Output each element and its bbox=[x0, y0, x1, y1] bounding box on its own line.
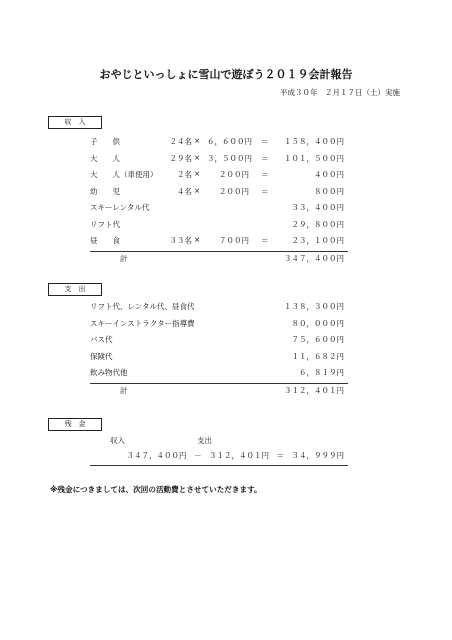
income-total-row bbox=[90, 253, 344, 265]
income-item-operator: × bbox=[194, 136, 201, 145]
income-section-label: 収 入 bbox=[48, 116, 102, 129]
expense-row bbox=[90, 351, 344, 363]
expense-total-divider bbox=[90, 383, 348, 384]
income-item-equals: ＝ bbox=[261, 170, 269, 179]
expense-row bbox=[90, 367, 344, 379]
income-row bbox=[90, 219, 344, 231]
expense-total-row bbox=[90, 385, 344, 397]
balance-note: ※残金につきましては、次回の活動費とさせていただきます。 bbox=[50, 485, 262, 494]
income-item-count: ４名 bbox=[177, 186, 192, 196]
report-title: おやじといっしょに雪山で遊ぼう２０１９会計報告 bbox=[99, 68, 353, 81]
expense-section-label: 支 出 bbox=[48, 283, 102, 296]
income-item-unit-price: ２００円 bbox=[219, 170, 249, 179]
income-item-count: ２９名 bbox=[169, 153, 192, 163]
expense-row bbox=[90, 318, 344, 330]
balance-income-heading: 収入 bbox=[110, 436, 125, 445]
expense-total-amount: ３１２，４０１円 bbox=[284, 386, 344, 395]
income-row bbox=[90, 169, 344, 181]
expense-row bbox=[90, 301, 344, 313]
income-total-divider bbox=[90, 251, 348, 252]
income-item-label: スキーレンタル代 bbox=[90, 203, 150, 212]
income-item-amount: ８００円 bbox=[314, 186, 344, 196]
income-total-label: 計 bbox=[120, 254, 128, 263]
balance-equation: ３４７，４００円 － ３１２，４０１円 ＝ ３４，９９９円 bbox=[126, 451, 344, 460]
income-item-label: 大 人 bbox=[90, 153, 120, 163]
expense-item-label: リフト代、レンタル代、昼食代 bbox=[90, 302, 195, 311]
income-item-equals: ＝ bbox=[261, 186, 269, 196]
expense-item-label: 保険代 bbox=[90, 351, 113, 361]
income-item-label: リフト代 bbox=[90, 219, 120, 229]
income-item-equals: ＝ bbox=[261, 153, 269, 163]
income-item-operator: × bbox=[194, 185, 201, 195]
balance-expense-heading: 支出 bbox=[197, 436, 212, 445]
income-item-operator: × bbox=[194, 235, 201, 244]
income-item-amount: １０１，５００円 bbox=[284, 153, 344, 163]
event-date: 平成３０年 ２月１７日（土）実施 bbox=[280, 88, 400, 97]
income-item-equals: ＝ bbox=[261, 236, 269, 245]
income-item-amount: ４００円 bbox=[314, 170, 344, 179]
income-row bbox=[90, 202, 344, 214]
expense-item-amount: ７５，６００円 bbox=[291, 335, 344, 344]
income-item-label: 子 供 bbox=[90, 137, 120, 146]
income-item-amount: ２３，１００円 bbox=[291, 236, 344, 245]
income-item-amount: ３３，４００円 bbox=[291, 203, 344, 212]
expense-item-label: バス代 bbox=[90, 335, 113, 344]
income-item-label: 大 人（車使用） bbox=[90, 170, 158, 179]
income-item-operator: × bbox=[194, 169, 201, 178]
income-item-amount: ２９，８００円 bbox=[291, 219, 344, 229]
expense-item-label: 飲み物代他 bbox=[90, 368, 128, 377]
expense-item-amount: １１，６８２円 bbox=[291, 351, 344, 361]
income-total-amount: ３４７，４００円 bbox=[284, 254, 344, 263]
income-item-operator: × bbox=[194, 152, 201, 162]
income-item-unit-price: ２００円 bbox=[219, 186, 249, 196]
income-row bbox=[90, 186, 344, 198]
expense-item-amount: １３８，３００円 bbox=[284, 302, 344, 311]
income-row bbox=[90, 153, 344, 165]
income-item-count: ３３名 bbox=[169, 236, 192, 245]
income-item-equals: ＝ bbox=[261, 137, 269, 146]
expense-total-label: 計 bbox=[120, 386, 128, 395]
expense-item-amount: ８０，０００円 bbox=[291, 318, 344, 328]
income-item-count: ２名 bbox=[177, 170, 192, 179]
income-row bbox=[90, 136, 344, 148]
balance-section-label: 残 金 bbox=[48, 418, 102, 431]
income-item-count: ２４名 bbox=[169, 137, 192, 146]
expense-item-label: スキーインストラクター指導費 bbox=[90, 318, 195, 328]
income-row bbox=[90, 235, 344, 247]
expense-row bbox=[90, 334, 344, 346]
balance-divider bbox=[90, 465, 348, 466]
income-item-unit-price: ３，５００円 bbox=[207, 153, 252, 163]
income-item-amount: １５８，４００円 bbox=[284, 137, 344, 146]
income-item-unit-price: ６，６００円 bbox=[207, 137, 252, 146]
income-item-label: 幼 児 bbox=[90, 186, 120, 196]
expense-item-amount: ６，８１９円 bbox=[299, 368, 344, 377]
income-item-label: 昼 食 bbox=[90, 236, 120, 245]
income-item-unit-price: ７００円 bbox=[219, 236, 249, 245]
